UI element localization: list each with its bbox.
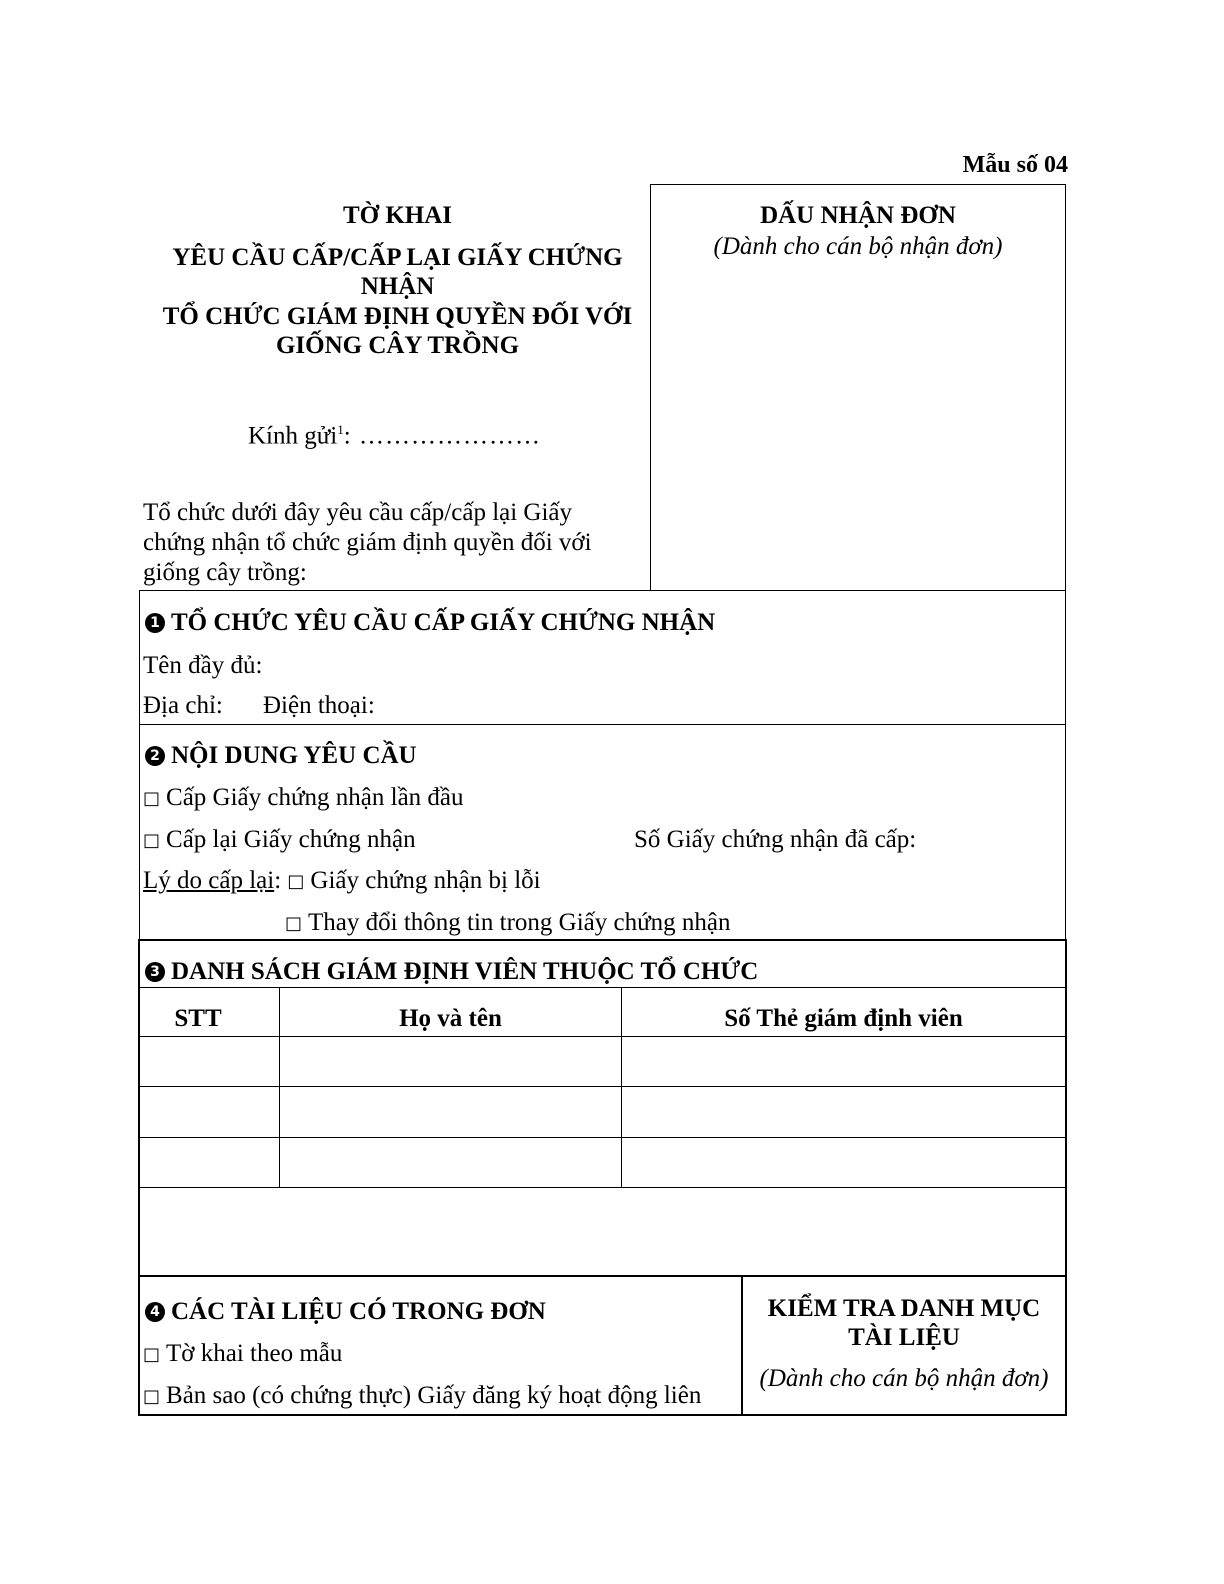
- footnote-ref: 1: [337, 422, 344, 437]
- table-row[interactable]: [140, 1087, 1065, 1137]
- checkbox-first-issue[interactable]: □: [143, 788, 161, 809]
- stamp-box-note: (Dành cho cán bộ nhận đơn): [713, 233, 1003, 260]
- doc-copy-label: Bản sao (có chứng thực) Giấy đăng ký hoạt động liên: [166, 1382, 702, 1409]
- recipient-label: Kính gửi: [248, 422, 338, 450]
- section-number-icon: 4: [145, 1302, 165, 1322]
- reason-label: Lý do cấp lại: [143, 867, 275, 894]
- section1-heading: [145, 608, 715, 638]
- stamp-box-title: DẤU NHẬN ĐƠN: [760, 202, 956, 229]
- section-number-icon: 1: [145, 613, 165, 633]
- intro-line1: Tổ chức dưới đây yêu cầu cấp/cấp lại Giấy: [143, 499, 573, 526]
- reason-error-label: Giấy chứng nhận bị lỗi: [310, 867, 541, 894]
- checkbox-reason-change[interactable]: □: [285, 913, 303, 934]
- checkbox-doc-form[interactable]: □: [143, 1344, 161, 1365]
- section2-title: NỘI DUNG YÊU CẦU: [171, 742, 417, 769]
- stamp-box-top-border: [650, 184, 1066, 185]
- form-subtitle-line2: NHẬN: [360, 273, 435, 300]
- column-header-card-number: Số Thẻ giám định viên: [724, 1005, 963, 1032]
- section1-title: TỔ CHỨC YÊU CẦU CẤP GIẤY CHỨNG NHẬN: [171, 609, 716, 636]
- address-label: Địa chỉ:: [143, 692, 223, 719]
- form-subtitle-line1: YÊU CẦU CẤP/CẤP LẠI GIẤY CHỨNG: [172, 244, 623, 271]
- section4-heading: [145, 1297, 546, 1327]
- checkbox-reissue[interactable]: □: [143, 830, 161, 851]
- section-number-icon: 2: [145, 746, 165, 766]
- full-name-label: Tên đầy đủ:: [143, 652, 263, 679]
- section1-top-border: [139, 590, 1066, 591]
- doc-copy-item: [143, 1381, 739, 1412]
- column-header-name: Họ và tên: [399, 1005, 502, 1032]
- option-first-issue-label: Cấp Giấy chứng nhận lần đầu: [166, 784, 464, 811]
- section3-top-border: [138, 939, 1067, 941]
- option-first-issue: [143, 783, 464, 814]
- checkbox-doc-copy[interactable]: □: [143, 1386, 161, 1407]
- section2-heading: [145, 741, 417, 771]
- recipient-fill[interactable]: : …………………: [343, 422, 541, 450]
- reason-change-line: [285, 908, 731, 939]
- column-header-stt: STT: [174, 1005, 222, 1032]
- doc-form-label: Tờ khai theo mẫu: [166, 1340, 343, 1367]
- check-box-title-line2: TÀI LIỆU: [848, 1324, 960, 1351]
- table-row[interactable]: [140, 1138, 1065, 1187]
- option-reissue-label: Cấp lại Giấy chứng nhận: [166, 826, 416, 853]
- section4-bottom-border: [138, 1414, 1067, 1416]
- section3-right-border: [1065, 939, 1067, 1416]
- intro-line2: chứng nhận tổ chức giám định quyền đối với: [143, 529, 592, 556]
- section3-heading: [145, 957, 758, 987]
- issued-cert-label: Số Giấy chứng nhận đã cấp:: [634, 826, 917, 853]
- table-row[interactable]: [140, 1037, 1065, 1086]
- form-subtitle-line4: GIỐNG CÂY TRỒNG: [275, 332, 520, 359]
- phone-label: Điện thoại:: [263, 692, 375, 719]
- doc-form-item: [143, 1339, 342, 1370]
- table-bottom-border: [139, 1187, 1066, 1188]
- section4-title: CÁC TÀI LIỆU CÓ TRONG ĐƠN: [171, 1298, 546, 1325]
- reason-change-label: Thay đổi thông tin trong Giấy chứng nhận: [308, 909, 731, 936]
- check-box-note: (Dành cho cán bộ nhận đơn): [759, 1365, 1049, 1392]
- form-title: TỜ KHAI: [342, 202, 453, 229]
- section3-title: DANH SÁCH GIÁM ĐỊNH VIÊN THUỘC TỔ CHỨC: [171, 958, 759, 985]
- section4-top-border: [138, 1275, 1067, 1277]
- form-left-border: [139, 590, 140, 940]
- reason-colon: :: [274, 867, 282, 894]
- section2-top-border: [139, 724, 1066, 725]
- form-code: Mẫu số 04: [962, 152, 1068, 178]
- recipient-line: [248, 415, 541, 451]
- reason-line: [143, 866, 541, 897]
- section-number-icon: 3: [145, 962, 165, 982]
- form-subtitle-line3: TỔ CHỨC GIÁM ĐỊNH QUYỀN ĐỐI VỚI: [162, 303, 633, 330]
- option-reissue: [143, 825, 416, 856]
- checkbox-reason-error[interactable]: □: [287, 871, 305, 892]
- check-box-title-line1: KIỂM TRA DANH MỤC: [767, 1295, 1041, 1322]
- intro-line3: giống cây trồng:: [143, 559, 307, 586]
